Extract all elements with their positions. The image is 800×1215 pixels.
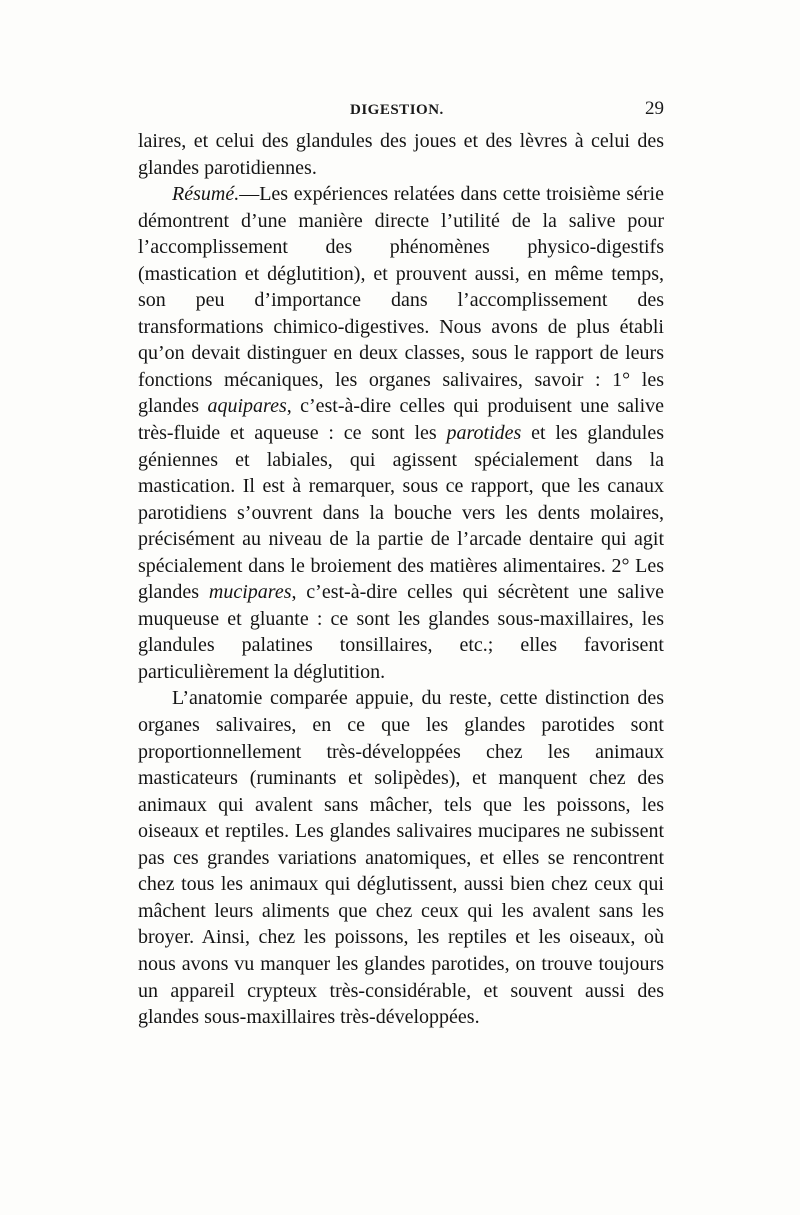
section-label: Résumé.: [172, 183, 240, 206]
text-segment: L’anatomie comparée appuie, du reste, cette distinction des organes salivaires, en ce que les glandes parotides sont proportionnellement très-développées chez les animaux masticateurs (ruminants et solipèdes), et manquent chez des animaux qui avalent sans mâcher, tels que les poissons, les oiseaux et reptiles. Les glandes salivaires mucipares ne subissent pas ces grandes variations anatomiques, et elles se rencontrent chez tous les animaux qui déglutissent, aussi bien chez ceux qui mâchent leurs aliments que chez ceux qui les avalent sans les broyer. Ainsi, chez les poissons, les reptiles et les oiseaux, où nous avons vu manquer les glandes parotides, on trouve toujours un appareil crypteux très-considérable, et souvent aussi des glandes sous-maxillaires très-développées.: [138, 687, 664, 1029]
term-mucipares: mucipares: [208, 581, 292, 604]
text-segment: , c’est-à-dire celles qui sécrètent une salive muqueuse et gluante : ce sont les glandes sous-maxillaires, les glandules palatines tonsillaires, etc.; elles favorisent particulièrement la déglutition.: [138, 581, 664, 683]
running-title: DIGESTION.: [350, 102, 444, 118]
paragraph-anatomie: [138, 685, 664, 1030]
text-segment: laires, et celui des glandules des joues et des lèvres à celui des glandes parotidiennes.: [138, 130, 664, 179]
term-aquipares: aquipares: [207, 395, 287, 418]
page-header: [138, 98, 664, 122]
paragraph-resume: [138, 181, 664, 685]
term-parotides: parotides: [446, 422, 522, 445]
body-text: [138, 128, 664, 1031]
text-segment: —Les expériences relatées dans cette troisième série démontrent d’une manière directe l’utilité de la salive pour l’accomplissement des phénomènes physico-digestifs (mastication et déglutition), et prouvent aussi, en même temps, son peu d’importance dans l’accomplissement des transformations chimico-digestives. Nous avons de plus établi qu’on devait distinguer en deux classes, sous le rapport de leurs fonctions mécaniques, les organes salivaires, savoir : 1° les glandes: [138, 183, 664, 418]
text-segment: , c’est-à-dire celles qui produisent une salive très-fluide et aqueuse : ce sont les: [138, 395, 665, 445]
paragraph-continuation: [138, 128, 664, 181]
page-number: 29: [645, 98, 664, 119]
text-segment: et les glandules géniennes et labiales, qui agissent spécialement dans la mastication. Il est à remarquer, sous ce rapport, que les canaux parotidiens s’ouvrent dans la bouche vers les dents molaires, précisément au niveau de la partie de l’arcade dentaire qui agit spécialement dans le broiement des matières alimentaires. 2° Les glandes: [138, 422, 664, 604]
